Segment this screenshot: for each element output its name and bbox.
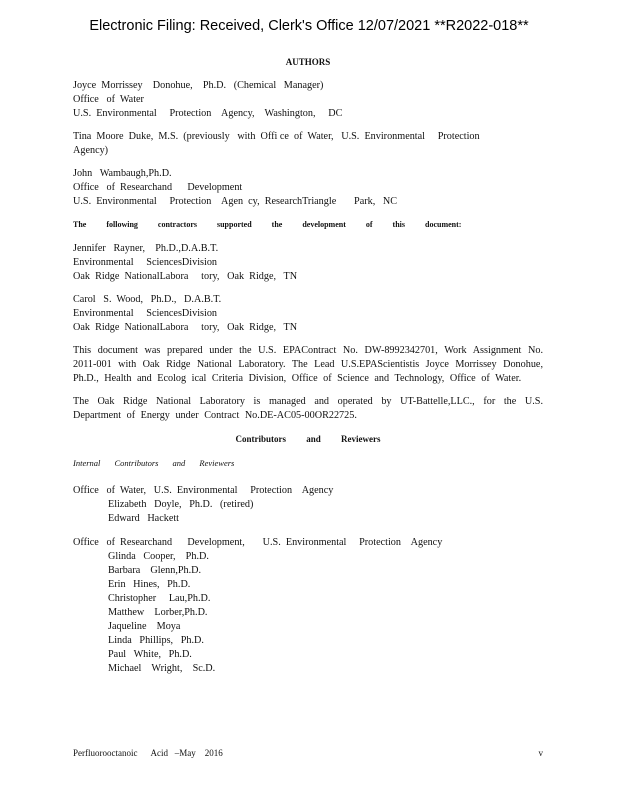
group-office: Office of Water, U.S. Environmental Protection Agency — [73, 485, 334, 496]
group-person: Elizabeth Doyle, Ph.D. (retired) — [108, 499, 254, 510]
group-person: Edward Hackett — [108, 513, 179, 524]
group-person: Paul White, Ph.D. — [108, 649, 192, 660]
contributor-group — [73, 536, 543, 676]
author-line: Agency) — [73, 145, 109, 156]
group-person: Barbara Glenn,Ph.D. — [108, 565, 202, 576]
group-person: Linda Phillips, Ph.D. — [108, 635, 204, 646]
author-block — [73, 167, 543, 209]
prepared-paragraph: This document was prepared under the U.S. EPAContract No. DW-8992342701, Work Assignment No. 2011-001 with Oak Ridge National Laboratory. The Lead U.S.EPAScientistis Joyce Morrissey Donohue, Ph.D., Health and Ecolog ical Criteria Division, Office of Science and Technology, Office of Water. — [73, 345, 543, 384]
group-office: Office of Researchand Development, U.S. Environmental Protection Agency — [73, 537, 443, 548]
author-line: Tina Moore Duke, M.S. (previously with Offi ce of Water, U.S. Environmental Protection — [73, 131, 480, 142]
authors-heading: AUTHORS — [285, 57, 331, 67]
filing-stamp: Electronic Filing: Received, Clerk's Office 12/07/2021 **R2022-018** — [89, 18, 529, 34]
group-person: Jaqueline Moya — [108, 621, 181, 632]
page-footer — [73, 748, 543, 758]
managed-paragraph: The Oak Ridge National Laboratory is managed and operated by UT-Battelle,LLC., for the U.S. Department of Energy under Contract No.DE-AC05-00OR22725. — [73, 396, 543, 421]
page-number: v — [538, 748, 543, 758]
contractor-line: Oak Ridge NationalLabora tory, Oak Ridge, TN — [73, 322, 298, 333]
author-block — [73, 79, 543, 121]
contractor-line: Carol S. Wood, Ph.D., D.A.B.T. — [73, 294, 222, 305]
contributors-heading: Contributors and Reviewers — [235, 434, 381, 444]
contractor-line: Oak Ridge NationalLabora tory, Oak Ridge, TN — [73, 271, 298, 282]
contractors-heading: The following contractors supported the development of this document: — [73, 220, 462, 229]
document-body — [73, 55, 543, 686]
author-line: U.S. Environmental Protection Agen cy, ResearchTriangle Park, NC — [73, 196, 398, 207]
contractor-line: Jennifer Rayner, Ph.D.,D.A.B.T. — [73, 243, 219, 254]
author-block — [73, 130, 543, 158]
author-line: Joyce Morrissey Donohue, Ph.D. (Chemical Manager) — [73, 80, 324, 91]
contractor-line: Environmental SciencesDivision — [73, 308, 218, 319]
contributor-group — [73, 484, 543, 526]
author-line: Office of Researchand Development — [73, 182, 243, 193]
group-person: Michael Wright, Sc.D. — [108, 663, 216, 674]
author-line: Office of Water — [73, 94, 144, 105]
group-person: Christopher Lau,Ph.D. — [108, 593, 211, 604]
internal-heading: Internal Contributors and Reviewers — [73, 458, 235, 468]
author-line: John Wambaugh,Ph.D. — [73, 168, 172, 179]
footer-title: Perfluorooctanoic Acid –May 2016 — [73, 748, 223, 758]
contractor-block — [73, 293, 543, 335]
contractor-block — [73, 242, 543, 284]
author-line: U.S. Environmental Protection Agency, Washington, DC — [73, 108, 343, 119]
group-person: Matthew Lorber,Ph.D. — [108, 607, 208, 618]
group-person: Glinda Cooper, Ph.D. — [108, 551, 209, 562]
contractor-line: Environmental SciencesDivision — [73, 257, 218, 268]
group-person: Erin Hines, Ph.D. — [108, 579, 191, 590]
